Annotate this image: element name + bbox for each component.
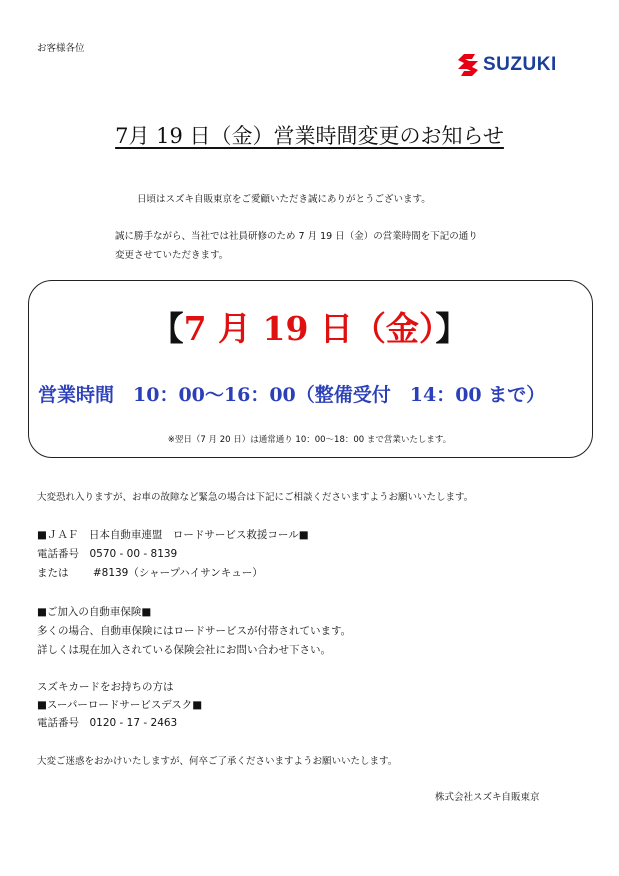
intro-line-3: 変更させていただきます。 bbox=[115, 250, 229, 261]
closing-text: 大変ご迷惑をおかけいたしますが、何卒ご了承くださいますようお願いいたします。 bbox=[37, 756, 398, 767]
roadservice-desk-phone: 電話番号 0120 - 17 - 2463 bbox=[37, 717, 178, 729]
suzuki-s-mark-icon bbox=[455, 52, 481, 78]
business-hours: 営業時間 10：00～16：00（整備受付 14：00 まで） bbox=[38, 384, 546, 406]
roadservice-desk-heading: ■スーパーロードサービスデスク■ bbox=[37, 699, 203, 711]
insurance-heading: ■ご加入の自動車保険■ bbox=[37, 606, 152, 618]
logo-text: SUZUKI bbox=[483, 54, 557, 75]
bracket-open: 【 bbox=[150, 309, 184, 348]
suzuki-card-intro: スズキカードをお持ちの方は bbox=[37, 681, 174, 693]
jaf-alt-number: または #8139（シャープハイサンキュー） bbox=[37, 567, 263, 579]
notice-date bbox=[0, 303, 619, 350]
suzuki-logo bbox=[455, 52, 585, 78]
jaf-phone: 電話番号 0570 - 00 - 8139 bbox=[37, 548, 178, 560]
title-text: 7月 19 日（金）営業時間変更のお知らせ bbox=[115, 124, 504, 148]
emergency-text: 大変恐れ入りますが、お車の故障など緊急の場合は下記にご相談くださいますようお願いいたします。 bbox=[37, 492, 474, 503]
signature: 株式会社スズキ自販東京 bbox=[435, 792, 540, 803]
greeting: お客様各位 bbox=[37, 43, 85, 54]
date-text: 7 月 19 日（金） bbox=[183, 309, 436, 348]
insurance-line-1: 多くの場合、自動車保険にはロードサービスが付帯されています。 bbox=[37, 625, 352, 637]
intro-line-2: 誠に勝手ながら、当社では社員研修のため 7 月 19 日（金）の営業時間を下記の通り bbox=[115, 231, 478, 242]
bracket-close: 】 bbox=[435, 309, 469, 348]
intro-line-1: 日頃はスズキ自販東京をご愛顧いただき誠にありがとうございます。 bbox=[137, 194, 431, 205]
jaf-heading: ■ＪＡＦ 日本自動車連盟 ロードサービス救援コール■ bbox=[37, 529, 309, 541]
insurance-line-2: 詳しくは現在加入されている保険会社にお問い合わせ下さい。 bbox=[37, 644, 331, 656]
next-day-note: ※翌日（7 月 20 日）は通常通り 10：00～18：00 まで営業いたします。 bbox=[167, 435, 452, 445]
page-title bbox=[0, 120, 619, 150]
